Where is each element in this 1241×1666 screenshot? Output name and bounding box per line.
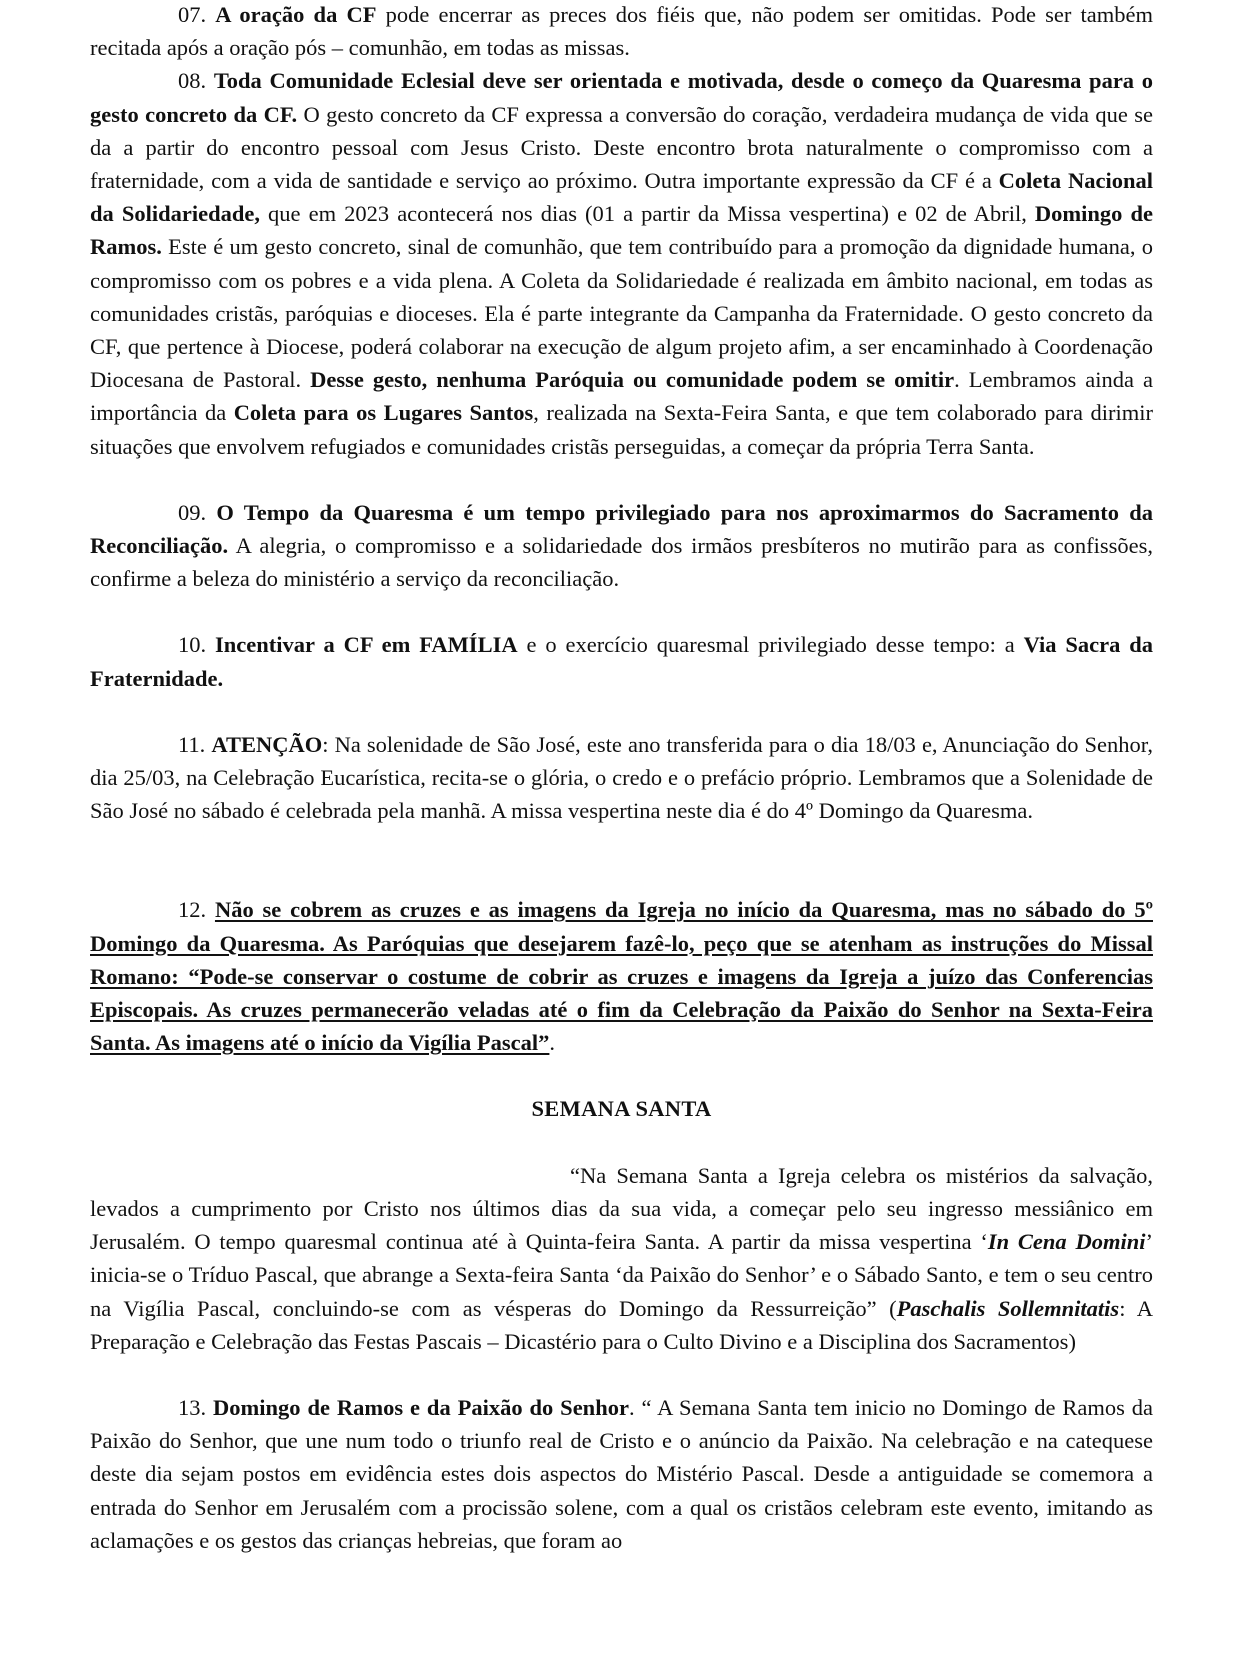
bold-text: Domingo de Ramos. — [90, 201, 1153, 260]
item-number: 08. — [178, 68, 207, 94]
bold-text: Via Sacra da Fraternidade. — [90, 632, 1154, 691]
item-number: 12. — [178, 897, 207, 923]
body-text: : A Preparação e Celebração das Festas Pascais – Dicastério para o Culto Divino e a Disciplina dos Sacramentos) — [90, 1295, 1153, 1354]
paragraph-13 — [90, 1391, 1153, 1557]
body-text: Este é um gesto concreto, sinal de comunhão, que tem contribuído para a promoção da dignidade humana, o compromisso com os pobres e a vida plena. A Coleta da Solidariedade é realizada em âmbito nacional, em todas as comunidades cristãs, paróquias e dioceses. Ela é parte integrante da Campanha da Fraternidade. O gesto concreto da CF, que pertence à Diocese, poderá colaborar na execução de algum projeto afim, a ser encaminhado à Coordenação Diocesana de Pastoral. — [90, 234, 1153, 393]
bold-text: Coleta para os Lugares Santos — [233, 400, 534, 426]
body-text: O gesto concreto da CF expressa a conversão do coração, verdadeira mudança de vida que se da a partir do encontro pessoal com Jesus Cristo. Deste encontro brota naturalmente o compromisso com a fraternidade, com a vida de santidade e serviço ao próximo. Outra importante expressão da CF é a — [90, 101, 1153, 194]
body-text: ’ inicia-se o Tríduo Pascal, que abrange a Sexta-feira Santa ‘da Paixão do Senhor’ e o Sábado Santo, e tem o seu centro na Vigília Pascal, concluindo-se com as vésperas do Domingo da Ressurreição” ( — [90, 1229, 1153, 1321]
bold-text: Domingo de Ramos e da Paixão do Senhor — [213, 1394, 629, 1420]
bold-italic-text: Paschalis Sollemnitatis — [896, 1295, 1120, 1321]
item-number: 13. — [178, 1394, 207, 1420]
paragraph-08 — [90, 64, 1153, 462]
bold-text: Coleta Nacional da Solidariedade, — [90, 168, 1154, 227]
body-text: “Na Semana Santa a Igreja celebra os mistérios da salvação, levados a cumprimento por Cristo nos últimos dias da sua vida, a começar pelo seu ingresso messiânico em Jerusalém. O tempo quaresmal continua até à Quinta-feira Santa. A partir da missa vespertina ‘ — [90, 1162, 1153, 1255]
item-number: 09. — [178, 499, 207, 525]
body-text: . Lembramos ainda a importância da — [90, 367, 1153, 426]
bold-text: O Tempo da Quaresma é um tempo privilegiado para nos aproximarmos do Sacramento da Reconciliação. — [90, 499, 1153, 559]
paragraph-11 — [90, 728, 1153, 828]
paragraph-12 — [90, 893, 1153, 1059]
paragraph-09 — [90, 496, 1153, 596]
bold-text: Toda Comunidade Eclesial deve ser orientada e motivada, desde o começo da Quaresma para o gesto concreto da CF. — [90, 68, 1154, 127]
item-number: 10. — [178, 632, 207, 658]
item-number: 07. — [178, 2, 207, 27]
bold-text: ATENÇÃO — [211, 731, 323, 757]
body-text: , realizada na Sexta-Feira Santa, e que tem colaborado para dirimir situações que envolvem refugiados e comunidades cristãs perseguidas, a começar da própria Terra Santa. — [90, 400, 1153, 459]
paragraph-10 — [90, 628, 1153, 694]
body-text: e o exercício quaresmal privilegiado desse tempo: a — [517, 632, 1024, 658]
body-text: pode encerrar as preces dos fiéis que, não podem ser omitidas. Pode ser também recitada após a oração pós – comunhão, em todas as missas. — [90, 2, 1153, 61]
section-title: SEMANA SANTA — [531, 1096, 712, 1122]
bold-text: A oração da CF — [215, 2, 377, 27]
bold-text: Incentivar a CF em FAMÍLIA — [215, 632, 518, 658]
item-number: 11. — [178, 731, 206, 757]
body-text: A alegria, o compromisso e a solidariedade dos irmãos presbíteros no mutirão para as confissões, confirme a beleza do ministério a serviço da reconciliação. — [90, 533, 1153, 592]
body-text: . “ A Semana Santa tem inicio no Domingo de Ramos da Paixão do Senhor, que une num todo o triunfo real de Cristo e o anúncio da Paixão. Na celebração e na catequese deste dia sejam postos em evidência estes dois aspectos do Mistério Pascal. Desde a antiguidade se comemora a entrada do Senhor em Jerusalém com a procissão solene, com a qual os cristãos celebram este evento, imitando as aclamações e os gestos das crianças hebreias, que foram ao — [90, 1394, 1154, 1553]
bold-italic-text: In Cena Domini — [987, 1229, 1146, 1255]
paragraph-07 — [90, 0, 1153, 64]
body-text: . — [549, 1030, 556, 1056]
quote-paragraph — [90, 1159, 1153, 1358]
underlined-bold-text: Não se cobrem as cruzes e as imagens da Igreja no início da Quaresma, mas no sábado do 5º Domingo da Quaresma. As Paróquias que desejarem fazê-lo, peço que se atenham as instruções do Missal Romano: “Pode-se conservar o costume de cobrir as cruzes e imagens da Igreja a juízo das Conferencias Episcopais. As cruzes permanecerão veladas até o fim da Celebração da Paixão do Senhor na Sexta-Feira Santa. As imagens até o início da Vigília Pascal” — [90, 897, 1153, 1056]
body-text: que em 2023 acontecerá nos dias (01 a partir da Missa vespertina) e 02 de Abril, — [259, 201, 1035, 227]
body-text: : Na solenidade de São José, este ano transferida para o dia 18/03 e, Anunciação do Senhor, dia 25/03, na Celebração Eucarística, recita-se o glória, o credo e o prefácio próprio. Lembramos que a Solenidade de São José no sábado é celebrada pela manhã. A missa vespertina neste dia é do 4º Domingo da Quaresma. — [90, 731, 1154, 824]
bold-text: Desse gesto, nenhuma Paróquia ou comunidade podem se omitir — [310, 367, 955, 393]
